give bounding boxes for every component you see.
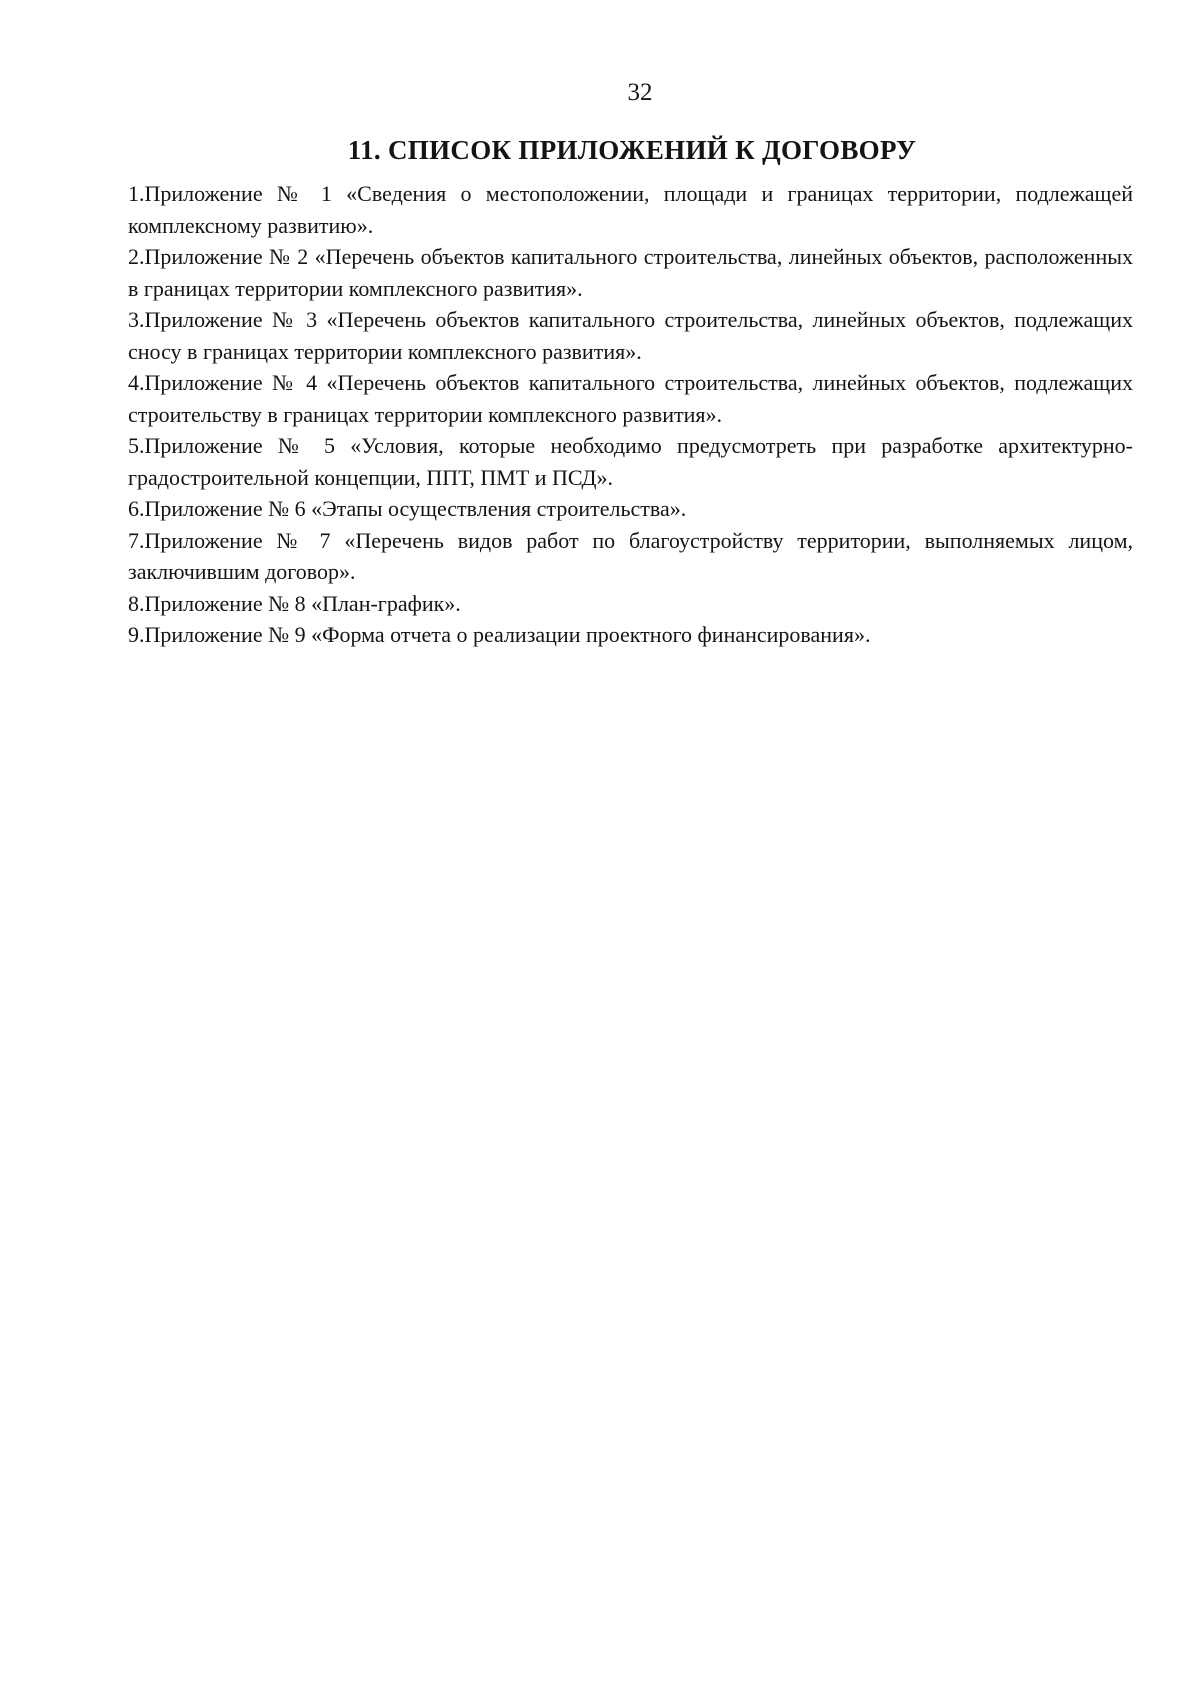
- appendix-item-3: [128, 304, 1133, 367]
- appendix-item-text: Приложение № 3 «Перечень объектов капитального строительства, линейных объектов, подлежащих сносу в границах территории комплексного развития».: [128, 307, 1133, 364]
- appendix-item-number: 3.: [128, 307, 145, 332]
- appendix-item-number: 9.: [128, 622, 145, 647]
- appendix-item-text: Приложение № 9 «Форма отчета о реализации проектного финансирования».: [144, 622, 871, 647]
- appendix-item-5: [128, 430, 1133, 493]
- page-number: 32: [627, 79, 653, 106]
- appendix-item-text: Приложение № 7 «Перечень видов работ по благоустройству территории, выполняемых лицом, заключившим договор».: [128, 527, 1133, 584]
- appendix-item-number: 4.: [128, 370, 145, 395]
- appendix-item-number: 6.: [128, 496, 145, 521]
- appendix-item-text: Приложение № 2 «Перечень объектов капитального строительства, линейных объектов, расположенных в границах территории комплексного развития».: [128, 244, 1133, 301]
- appendix-item-number: 5.: [128, 433, 145, 458]
- appendix-item-2: [128, 241, 1133, 304]
- appendix-item-text: Приложение № 6 «Этапы осуществления строительства».: [144, 496, 687, 521]
- appendix-item-number: 7.: [128, 527, 145, 553]
- appendix-item-number: 2.: [128, 244, 145, 269]
- appendix-item-text: Приложение № 1 «Сведения о местоположении, площади и границах территории, подлежащей комплексному развитию».: [128, 181, 1133, 238]
- appendix-item-text: Приложение № 5 «Условия, которые необходимо предусмотреть при разработке архитектурно-градостроительной концепции, ППТ, ПМТ и ПСД».: [128, 433, 1133, 490]
- appendix-list: [128, 178, 1133, 651]
- appendix-item-8: [128, 588, 1133, 620]
- appendix-item-7: [128, 525, 1133, 588]
- appendix-item-9: [128, 619, 1133, 651]
- appendix-item-number: 1.: [128, 181, 145, 206]
- appendix-item-4: [128, 367, 1133, 430]
- appendix-item-1: [128, 178, 1133, 241]
- section-title: 11. СПИСОК ПРИЛОЖЕНИЙ К ДОГОВОРУ: [347, 135, 917, 165]
- appendix-item-number: 8.: [128, 590, 145, 616]
- appendix-item-text: Приложение № 8 «План-график».: [144, 590, 461, 616]
- appendix-item-text: Приложение № 4 «Перечень объектов капитального строительства, линейных объектов, подлежащих строительству в границах территории комплексного развития».: [128, 370, 1133, 427]
- appendix-item-6: [128, 493, 1133, 525]
